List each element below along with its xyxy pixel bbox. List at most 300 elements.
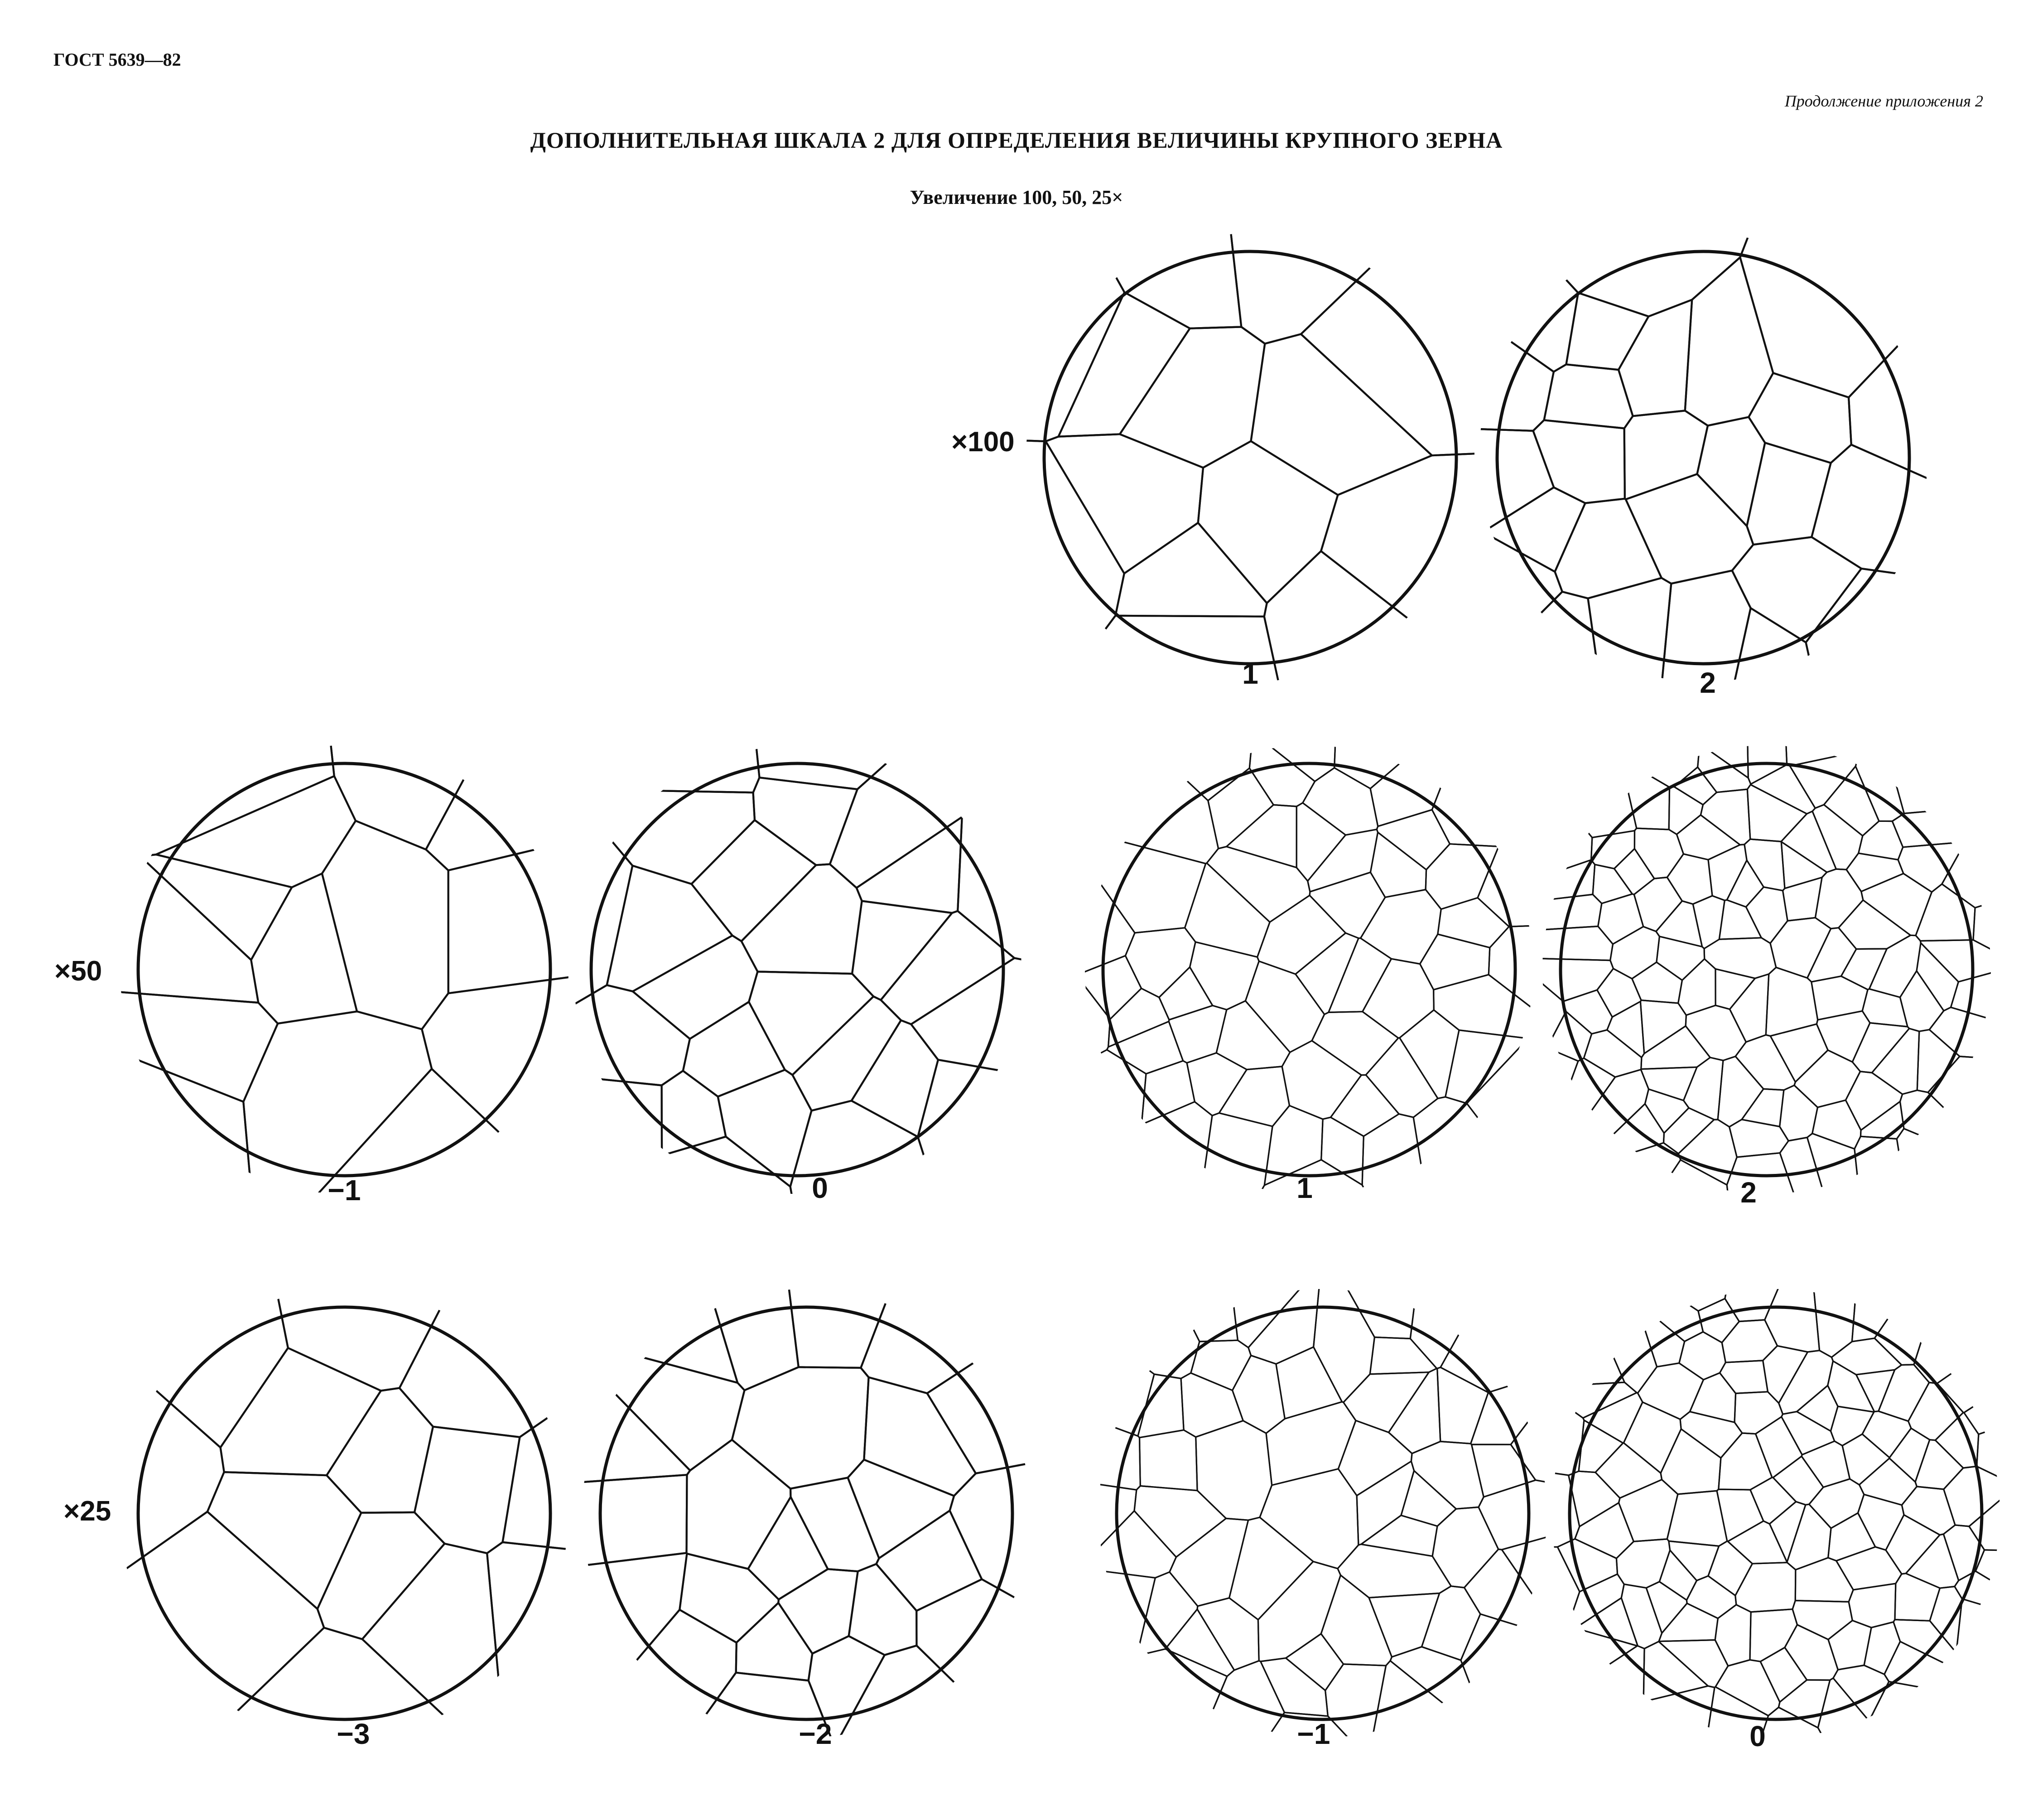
grain-cell	[1828, 1513, 1875, 1561]
grain-cell	[708, 1287, 799, 1390]
grain-cell	[1892, 806, 1993, 847]
grain-cell	[1096, 1331, 1154, 1436]
grain-cell	[156, 776, 356, 888]
grain-cell	[1584, 1030, 1642, 1077]
grain-cell	[1046, 434, 1204, 573]
grain-micrograph	[118, 743, 571, 1196]
grain-cell	[1540, 1070, 1649, 1192]
grain-cell	[1812, 1100, 1861, 1149]
grain-cell	[1795, 1558, 1853, 1602]
grain-cell	[1742, 1089, 1784, 1126]
grain-cell	[1540, 1048, 1578, 1165]
grain-cell	[1540, 959, 1614, 1002]
grain-cell	[580, 1358, 690, 1482]
grain-cell	[327, 1388, 433, 1513]
grain-cell	[1849, 313, 1930, 480]
field-of-view-circle	[1117, 1307, 1529, 1719]
grain-micrograph	[580, 1287, 1033, 1740]
grain-figure	[1024, 231, 1477, 684]
grain-cell	[1664, 1108, 1715, 1154]
grain-cell	[1410, 1287, 1485, 1368]
grain-boundaries	[1477, 231, 1930, 684]
grain-cell	[1678, 1120, 1737, 1185]
grain-cell	[1679, 1332, 1726, 1380]
grain-micrograph	[1083, 743, 1536, 1196]
grain-cell	[487, 1542, 571, 1740]
grain-cell	[1667, 854, 1712, 904]
grain-cell	[1730, 974, 1769, 1042]
grain-cell	[1638, 1363, 1703, 1419]
grain-cell	[1861, 874, 1932, 936]
grain-cell	[1540, 927, 1613, 961]
grain-cell	[1357, 1461, 1414, 1545]
grain-cell	[1869, 935, 1921, 997]
grain-cell	[1477, 592, 1600, 684]
grain-figure	[118, 743, 571, 1196]
grain-cell	[1781, 811, 1836, 873]
grain-cell	[1727, 860, 1763, 907]
grain-cell	[1732, 537, 1861, 642]
grain-cell	[1024, 231, 1124, 441]
grain-cell	[1935, 1413, 1979, 1468]
grain-cell	[1740, 231, 1930, 397]
field-of-view-circle	[1044, 251, 1456, 664]
grain-cell	[207, 1472, 361, 1609]
grain-cell	[1973, 902, 1993, 951]
grain-cell	[118, 1052, 252, 1196]
grain-boundaries	[1549, 1287, 2002, 1740]
grain-cell	[1906, 1534, 1959, 1588]
continuation-note: Продолжение приложения 2	[1784, 92, 1983, 110]
grain-cell	[864, 1377, 976, 1496]
grain-cell	[1812, 805, 1863, 869]
grain-cell	[1229, 1517, 1313, 1620]
grain-cell	[1511, 1394, 1549, 1482]
grain-cell	[1549, 1394, 1584, 1475]
grain-cell	[1915, 1440, 1963, 1489]
grain-cell	[1708, 1541, 1753, 1596]
grain-cell	[881, 911, 1015, 1024]
grain-cell	[571, 1076, 662, 1196]
figure-caption: −3	[337, 1718, 370, 1750]
grain-cell	[1677, 815, 1740, 860]
grain-cell	[571, 792, 632, 1006]
grain-cell	[1216, 1001, 1290, 1070]
grain-cell	[1770, 1501, 1806, 1562]
grain-cell	[580, 1553, 687, 1727]
grain-cell	[1669, 1541, 1719, 1580]
grain-cell	[1595, 1443, 1662, 1498]
grain-cell	[1540, 894, 1602, 930]
grain-cell	[251, 874, 357, 1023]
grain-cell	[1588, 578, 1672, 684]
grain-cell	[1598, 894, 1643, 944]
grain-cell	[1928, 1057, 1993, 1156]
grain-cell	[718, 1070, 812, 1187]
grain-cell	[687, 1440, 791, 1569]
grain-cell	[1597, 969, 1641, 1017]
grain-cell	[736, 1603, 813, 1681]
grain-cell	[1760, 1647, 1807, 1702]
grain-cell	[1977, 1426, 2002, 1479]
grain-cell	[1841, 949, 1887, 990]
figure-caption: −1	[328, 1174, 361, 1207]
grain-cell	[1715, 1605, 1751, 1666]
grain-cell	[1693, 896, 1725, 949]
grain-cell	[1634, 877, 1682, 931]
grain-cell	[1701, 789, 1750, 845]
grain-cell	[1828, 1361, 1874, 1412]
grain-cell	[1083, 1050, 1146, 1196]
grain-cell	[1159, 967, 1213, 1020]
grain-cell	[118, 1512, 324, 1740]
grain-cell	[1686, 1576, 1736, 1618]
grain-cell	[1338, 1544, 1451, 1598]
field-of-view-circle	[138, 1307, 550, 1719]
grain-cell	[1686, 1005, 1746, 1061]
figure-caption: 1	[1296, 1172, 1313, 1204]
grain-cell	[1370, 1337, 1436, 1374]
grain-figure	[1549, 1287, 2002, 1740]
grain-cell	[1264, 551, 1477, 684]
grain-cell	[1208, 768, 1274, 849]
grain-cell	[1872, 1028, 1919, 1094]
grain-cell	[1083, 956, 1142, 1019]
grain-cell	[1314, 1287, 1375, 1402]
figure-caption: −1	[1297, 1718, 1330, 1750]
grain-cell	[1461, 1614, 1549, 1740]
grain-cell	[1836, 1547, 1902, 1590]
grain-cell	[1196, 1421, 1272, 1521]
grain-cell	[1166, 1609, 1234, 1676]
grain-cell	[1346, 1287, 1417, 1339]
field-of-view-circle	[1497, 251, 1909, 664]
grain-cell	[1942, 810, 1993, 908]
grain-cell	[1614, 849, 1655, 894]
grain-cell	[607, 866, 732, 992]
grain-cell	[1634, 828, 1683, 879]
magnification-subtitle: Увеличение 100, 50, 25×	[910, 186, 1123, 208]
field-of-view-circle	[1561, 763, 1973, 1176]
grain-figure	[1096, 1287, 1549, 1740]
grain-boundaries	[1024, 231, 1477, 684]
grain-cell	[861, 1287, 1033, 1393]
grain-figure	[1477, 231, 1930, 684]
grain-cell	[1249, 743, 1315, 806]
grain-cell	[1956, 1599, 2002, 1718]
grain-cell	[1902, 1487, 1955, 1535]
grain-cell	[1198, 441, 1338, 603]
row-label-x25: ×25	[63, 1496, 111, 1527]
grain-cell	[1807, 928, 1856, 982]
grain-cell	[1372, 1661, 1489, 1740]
grain-cell	[1719, 900, 1761, 939]
grain-cell	[1625, 1686, 1715, 1740]
grain-cell	[636, 1137, 792, 1196]
grain-cell	[571, 985, 690, 1085]
grain-cell	[448, 841, 571, 993]
grain-cell	[1566, 293, 1649, 370]
grain-cell	[1624, 1402, 1681, 1473]
grain-cell	[1219, 1067, 1289, 1126]
grain-cell	[1646, 1582, 1687, 1633]
grain-cell	[1964, 1388, 2002, 1434]
grain-figure	[1540, 743, 1993, 1196]
grain-cell	[1750, 1477, 1796, 1524]
grain-cell	[1975, 1550, 2002, 1587]
grain-cell	[1747, 443, 1831, 545]
grain-cell	[1864, 1622, 1900, 1675]
grain-micrograph	[118, 1287, 571, 1740]
grain-cell	[1725, 1287, 1779, 1322]
grain-cell	[1944, 1466, 2002, 1526]
grain-cell	[1362, 1114, 1426, 1196]
grain-cell	[1540, 775, 1592, 878]
grain-cell	[633, 936, 758, 1039]
grain-cell	[1276, 1347, 1342, 1419]
grain-micrograph	[571, 743, 1024, 1196]
grain-cell	[118, 1287, 288, 1448]
grain-cell	[692, 820, 816, 941]
grain-cell	[1858, 1494, 1904, 1550]
figure-caption: 0	[1749, 1720, 1766, 1752]
grain-cell	[318, 1512, 445, 1639]
grain-cell	[1420, 934, 1490, 990]
row-label-x100: ×100	[951, 426, 1015, 458]
figure-caption: 1	[1242, 657, 1258, 690]
grain-cell	[1142, 1061, 1195, 1125]
grain-cell	[1811, 444, 1930, 578]
field-of-view-circle	[591, 763, 1003, 1176]
grain-cell	[1860, 1458, 1917, 1505]
grain-cell	[1329, 938, 1392, 1013]
grain-cell	[1432, 743, 1536, 846]
grain-cell	[1303, 768, 1378, 835]
grain-cell	[1096, 1649, 1227, 1740]
grain-cell	[1895, 1574, 1940, 1621]
grain-cell	[950, 1463, 1033, 1608]
grain-cell	[1540, 1143, 1681, 1196]
grain-cell	[1090, 231, 1242, 328]
grain-cell	[1308, 830, 1378, 892]
grain-cell	[911, 958, 1024, 1075]
grain-micrograph	[1024, 231, 1477, 684]
grain-cell	[848, 1460, 954, 1559]
grain-cell	[571, 743, 760, 792]
grain-cell	[1467, 1037, 1536, 1194]
grain-cell	[1770, 1024, 1828, 1082]
grain-cell	[1555, 499, 1662, 599]
grain-cell	[1593, 864, 1632, 903]
field-of-view-circle	[138, 763, 550, 1176]
grain-cell	[1735, 1563, 1796, 1612]
page-title: ДОПОЛНИТЕЛЬНАЯ ШКАЛА 2 ДЛЯ ОПРЕДЕЛЕНИЯ ВЕЛИЧИНЫ КРУПНОГО ЗЕРНА	[530, 127, 1503, 153]
grain-cell	[1569, 1471, 1620, 1526]
figure-caption: 2	[1700, 666, 1716, 699]
grain-cell	[1969, 1498, 2002, 1550]
grain-cell	[414, 1427, 520, 1553]
grain-cell	[662, 1071, 726, 1155]
grain-boundaries	[118, 1287, 571, 1740]
grain-cell	[1096, 1287, 1200, 1379]
grain-cell	[852, 901, 952, 1000]
grain-cell	[1645, 1089, 1689, 1133]
grain-cell	[1852, 1287, 1909, 1342]
grain-cell	[732, 1367, 869, 1488]
grain-cell	[1257, 895, 1346, 974]
grain-cell	[1563, 990, 1612, 1034]
row-label-x50: ×50	[54, 956, 102, 987]
grain-cell	[1434, 975, 1536, 1038]
grain-cell	[1140, 1430, 1198, 1491]
grain-cell	[1619, 1480, 1678, 1542]
grain-cell	[1811, 976, 1868, 1020]
grain-micrograph	[1096, 1287, 1549, 1740]
grain-cell	[1897, 1129, 1993, 1196]
grain-cell	[1096, 1570, 1155, 1685]
grain-cell	[1859, 821, 1903, 859]
grain-cell	[1627, 1287, 1703, 1342]
grain-cell	[1426, 844, 1498, 909]
grain-cell	[1860, 1101, 1904, 1139]
grain-cell	[1640, 1000, 1686, 1054]
grain-cell	[1483, 488, 1585, 572]
grain-boundaries	[118, 743, 571, 1196]
grain-cell	[1862, 989, 1908, 1027]
grain-cell	[789, 1287, 892, 1368]
grain-cell	[1659, 1640, 1728, 1688]
grain-cell	[683, 1002, 785, 1096]
grain-cell	[1366, 1038, 1438, 1118]
grain-cell	[1227, 805, 1297, 867]
grain-cell	[1579, 1420, 1623, 1472]
field-of-view-circle	[1570, 1307, 1982, 1719]
grain-cell	[1856, 1370, 1895, 1411]
figure-caption: 2	[1740, 1176, 1757, 1209]
grain-cell	[1787, 1504, 1831, 1569]
grain-cell	[1792, 1601, 1852, 1640]
grain-boundaries	[1540, 743, 1993, 1196]
grain-cell	[1900, 1090, 1994, 1166]
grain-cell	[1734, 1392, 1783, 1434]
grain-cell	[422, 977, 571, 1196]
grain-cell	[749, 972, 873, 1075]
grain-cell	[1656, 901, 1702, 947]
grain-cell	[1390, 1647, 1491, 1740]
grain-cell	[679, 1554, 779, 1642]
grain-cell	[1540, 1058, 1615, 1183]
grain-cell	[1147, 743, 1252, 801]
grain-cell	[1521, 231, 1750, 316]
grain-cell	[1549, 1472, 1580, 1547]
grain-cell	[1248, 1287, 1319, 1364]
grain-cell	[753, 777, 858, 865]
grain-cell	[1845, 1072, 1902, 1130]
grain-cell	[1261, 1658, 1328, 1716]
grain-cell	[1619, 300, 1692, 416]
grain-cell	[1852, 1023, 1909, 1073]
figure-caption: −2	[799, 1718, 832, 1750]
grain-cell	[1937, 1338, 2002, 1413]
grain-boundaries	[1083, 743, 1536, 1196]
grain-cell	[1361, 890, 1441, 964]
grain-cell	[1659, 1603, 1718, 1641]
grain-figure	[580, 1287, 1033, 1740]
grain-cell	[1092, 1102, 1213, 1196]
grain-cell	[1833, 1666, 1889, 1721]
grain-cell	[1310, 872, 1385, 938]
grain-cell	[1616, 1539, 1670, 1588]
grain-cell	[1786, 743, 1865, 766]
grain-figure	[1083, 743, 1536, 1196]
grain-cell	[1889, 1428, 1930, 1482]
grain-cell	[1849, 1583, 1896, 1627]
figure-caption: 0	[812, 1172, 828, 1204]
grain-cell	[1855, 1136, 1906, 1196]
grain-cell	[1893, 1620, 1963, 1672]
grain-cell	[1059, 292, 1190, 437]
grain-cell	[1432, 1507, 1498, 1588]
grain-figure	[571, 743, 1024, 1196]
grain-cell	[1438, 898, 1509, 948]
grain-boundaries	[1096, 1287, 1549, 1740]
grain-cell	[1657, 937, 1705, 980]
grain-cell	[1862, 1411, 1911, 1458]
grain-micrograph	[1477, 231, 1930, 684]
grain-cell	[1765, 1287, 1820, 1352]
grain-cell	[1914, 1287, 2002, 1383]
grain-cell	[1722, 1320, 1777, 1362]
grain-cell	[1312, 1012, 1398, 1075]
grain-cell	[1785, 1625, 1838, 1680]
grain-cell	[1266, 1402, 1356, 1485]
grain-cell	[1720, 1361, 1768, 1394]
grain-boundaries	[571, 743, 1024, 1196]
grain-cell	[1389, 1368, 1440, 1453]
grain-cell	[857, 817, 962, 913]
grain-cell	[1815, 869, 1863, 929]
grain-cell	[1549, 1628, 1638, 1704]
grain-cell	[830, 743, 990, 888]
grain-cell	[1413, 1097, 1536, 1196]
grain-cell	[1794, 1050, 1860, 1107]
grain-cell	[1781, 842, 1827, 888]
grain-cell	[1172, 1287, 1238, 1342]
grain-cell	[1296, 933, 1359, 1014]
grain-cell	[742, 864, 862, 974]
grain-cell	[1782, 1412, 1835, 1455]
grain-cell	[1806, 569, 1930, 684]
grain-cell	[1422, 1586, 1481, 1661]
grain-cell	[1828, 1621, 1871, 1670]
grain-cell	[571, 789, 755, 884]
grain-cell	[1715, 1660, 1780, 1716]
grain-cell	[1411, 1442, 1484, 1509]
grain-cell	[792, 996, 901, 1110]
grain-cell	[1718, 1057, 1763, 1127]
grain-micrograph	[1540, 743, 1993, 1196]
grain-cell	[1096, 1511, 1176, 1578]
grain-cell	[1282, 1041, 1361, 1119]
grain-cell	[1678, 959, 1715, 1015]
grain-cell	[1626, 474, 1754, 584]
grain-cell	[1251, 334, 1432, 495]
grain-cell	[331, 743, 483, 850]
grain-cell	[1137, 1572, 1198, 1656]
grain-boundaries	[580, 1287, 1033, 1740]
grain-cell	[1115, 523, 1267, 617]
grain-cell	[580, 1475, 687, 1566]
